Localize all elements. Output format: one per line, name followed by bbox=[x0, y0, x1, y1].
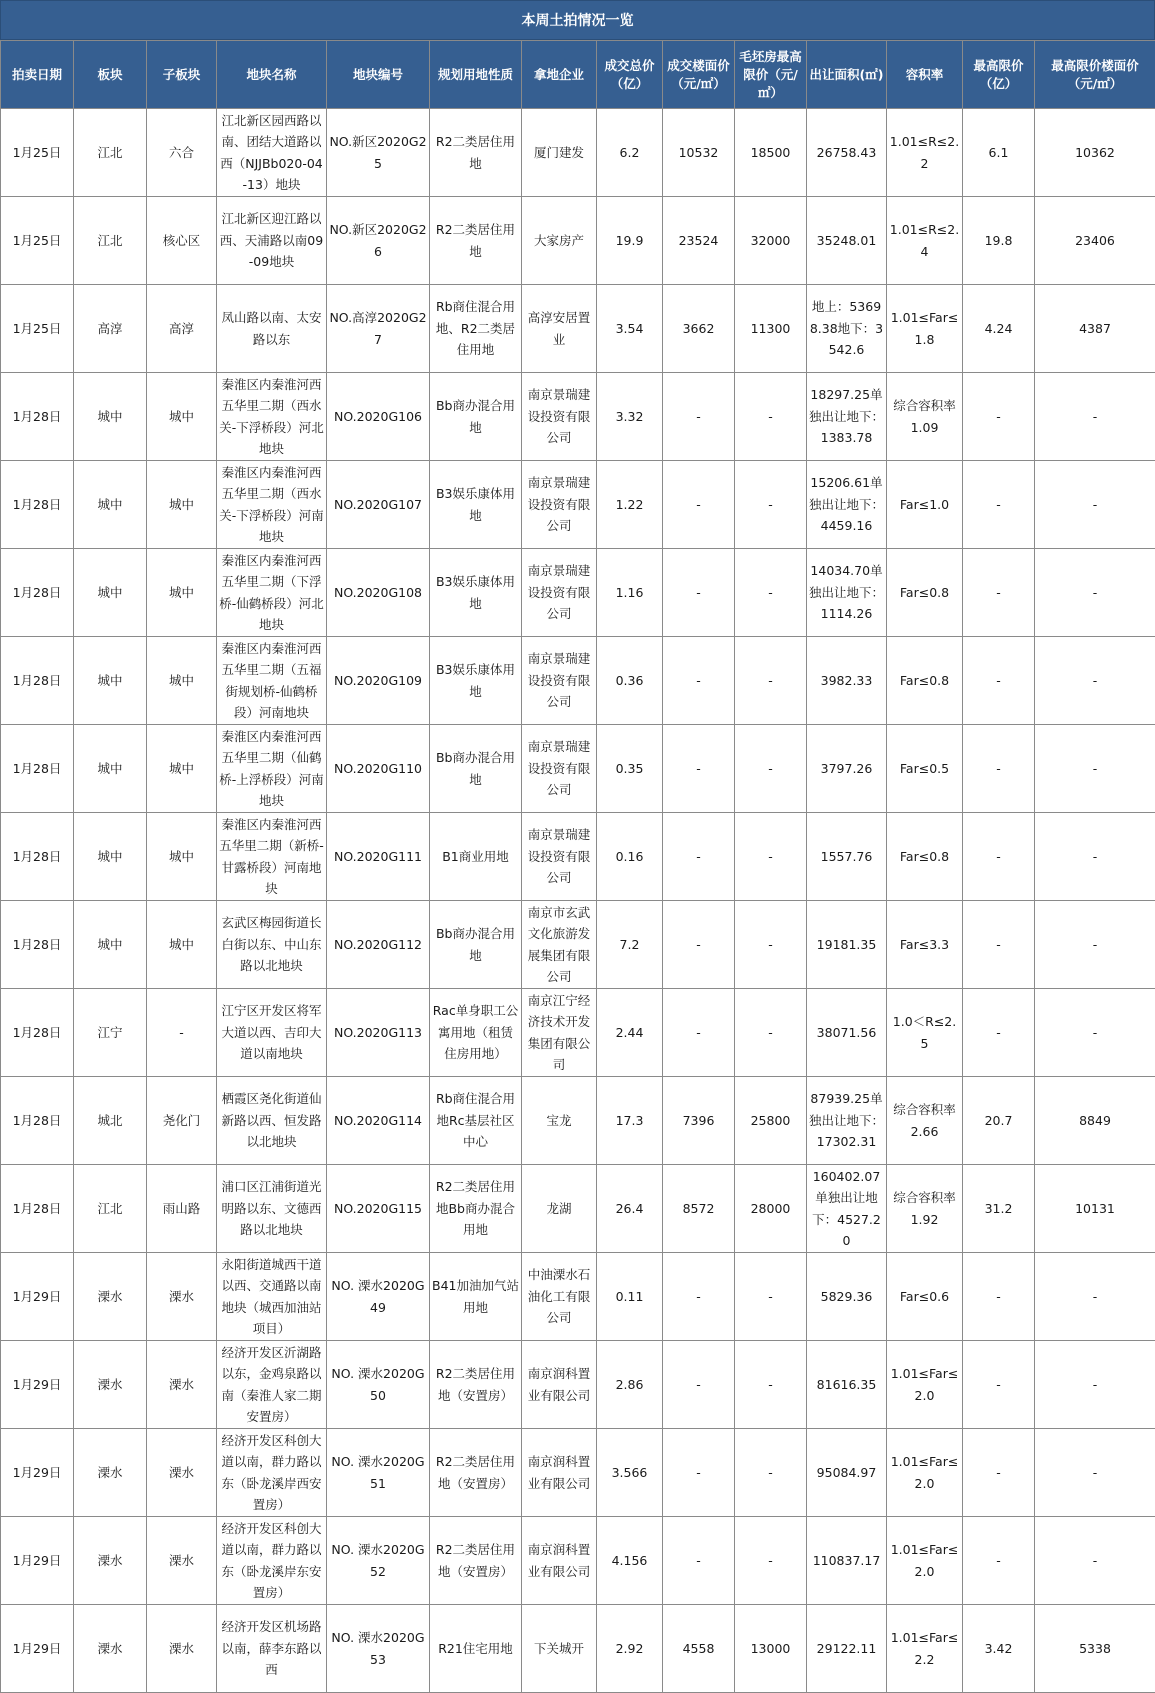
cell-auction-date: 1月25日 bbox=[1, 197, 74, 285]
cell-floor-price: 10532 bbox=[663, 109, 735, 197]
cell-auction-date: 1月28日 bbox=[1, 725, 74, 813]
cell-max-limit-floor-price: 8849 bbox=[1035, 1077, 1155, 1165]
cell-land-use: Bb商办混合用地 bbox=[430, 725, 522, 813]
cell-land-use: R21住宅用地 bbox=[430, 1605, 522, 1693]
cell-buyer: 高淳安居置业 bbox=[522, 285, 597, 373]
cell-max-limit-total: - bbox=[963, 989, 1035, 1077]
cell-buyer: 厦门建发 bbox=[522, 109, 597, 197]
cell-plot-ratio: Far≤1.0 bbox=[887, 461, 963, 549]
cell-max-price-limit: 28000 bbox=[735, 1165, 807, 1253]
cell-plot-ratio: 1.0＜R≤2.5 bbox=[887, 989, 963, 1077]
cell-max-limit-total: - bbox=[963, 373, 1035, 461]
cell-lot-number: NO. 溧水2020G51 bbox=[327, 1429, 430, 1517]
cell-area: 29122.11 bbox=[807, 1605, 887, 1693]
header-cell: 规划用地性质 bbox=[430, 41, 522, 109]
cell-max-price-limit: - bbox=[735, 813, 807, 901]
cell-buyer: 南京景瑞建设投资有限公司 bbox=[522, 373, 597, 461]
cell-land-use: B41加油加气站用地 bbox=[430, 1253, 522, 1341]
cell-max-limit-floor-price: - bbox=[1035, 1429, 1155, 1517]
cell-max-limit-total: - bbox=[963, 1253, 1035, 1341]
cell-buyer: 南京景瑞建设投资有限公司 bbox=[522, 813, 597, 901]
cell-plot-ratio: Far≤0.6 bbox=[887, 1253, 963, 1341]
cell-max-limit-total: - bbox=[963, 461, 1035, 549]
cell-sub-sector: 城中 bbox=[147, 813, 217, 901]
cell-lot-name: 秦淮区内秦淮河西五华里二期（西水关-下浮桥段）河南地块 bbox=[217, 461, 327, 549]
table-row bbox=[1, 549, 1155, 637]
cell-lot-number: NO. 溧水2020G49 bbox=[327, 1253, 430, 1341]
cell-max-limit-total: - bbox=[963, 637, 1035, 725]
table-row bbox=[1, 901, 1155, 989]
cell-sector: 城中 bbox=[74, 461, 147, 549]
cell-plot-ratio: 综合容积率1.92 bbox=[887, 1165, 963, 1253]
cell-lot-number: NO.2020G107 bbox=[327, 461, 430, 549]
cell-lot-name: 经济开发区机场路以南，薛李东路以西 bbox=[217, 1605, 327, 1693]
cell-area: 38071.56 bbox=[807, 989, 887, 1077]
cell-floor-price: - bbox=[663, 813, 735, 901]
table-row bbox=[1, 1517, 1155, 1605]
cell-area: 95084.97 bbox=[807, 1429, 887, 1517]
cell-total-price: 7.2 bbox=[597, 901, 663, 989]
cell-sub-sector: 核心区 bbox=[147, 197, 217, 285]
cell-total-price: 2.92 bbox=[597, 1605, 663, 1693]
cell-buyer: 南京景瑞建设投资有限公司 bbox=[522, 461, 597, 549]
cell-buyer: 南京润科置业有限公司 bbox=[522, 1341, 597, 1429]
cell-max-limit-total: - bbox=[963, 901, 1035, 989]
cell-max-limit-floor-price: - bbox=[1035, 725, 1155, 813]
header-cell: 容积率 bbox=[887, 41, 963, 109]
table-row bbox=[1, 725, 1155, 813]
cell-max-price-limit: 18500 bbox=[735, 109, 807, 197]
cell-total-price: 1.16 bbox=[597, 549, 663, 637]
cell-lot-name: 经济开发区科创大道以南，群力路以东（卧龙溪岸东安置房） bbox=[217, 1517, 327, 1605]
cell-max-price-limit: - bbox=[735, 373, 807, 461]
cell-sub-sector: 城中 bbox=[147, 549, 217, 637]
cell-auction-date: 1月25日 bbox=[1, 109, 74, 197]
cell-sub-sector: 城中 bbox=[147, 725, 217, 813]
cell-sub-sector: 城中 bbox=[147, 461, 217, 549]
cell-max-limit-total: - bbox=[963, 1429, 1035, 1517]
cell-max-limit-floor-price: 23406 bbox=[1035, 197, 1155, 285]
cell-area: 87939.25单独出让地下：17302.31 bbox=[807, 1077, 887, 1165]
table-row bbox=[1, 1429, 1155, 1517]
cell-max-price-limit: - bbox=[735, 989, 807, 1077]
cell-floor-price: - bbox=[663, 373, 735, 461]
cell-max-limit-total: 20.7 bbox=[963, 1077, 1035, 1165]
cell-lot-number: NO. 溧水2020G52 bbox=[327, 1517, 430, 1605]
table-row bbox=[1, 373, 1155, 461]
cell-floor-price: 23524 bbox=[663, 197, 735, 285]
header-cell: 板块 bbox=[74, 41, 147, 109]
cell-auction-date: 1月29日 bbox=[1, 1605, 74, 1693]
cell-land-use: Rb商住混合用地Rc基层社区中心 bbox=[430, 1077, 522, 1165]
cell-lot-name: 浦口区江浦街道光明路以东、文德西路以北地块 bbox=[217, 1165, 327, 1253]
cell-max-limit-total: - bbox=[963, 813, 1035, 901]
cell-plot-ratio: 1.01≤Far≤2.0 bbox=[887, 1429, 963, 1517]
cell-sector: 城中 bbox=[74, 725, 147, 813]
table-row bbox=[1, 197, 1155, 285]
cell-area: 81616.35 bbox=[807, 1341, 887, 1429]
cell-floor-price: - bbox=[663, 461, 735, 549]
cell-lot-number: NO.2020G109 bbox=[327, 637, 430, 725]
cell-sector: 高淳 bbox=[74, 285, 147, 373]
cell-total-price: 3.566 bbox=[597, 1429, 663, 1517]
cell-lot-number: NO.2020G110 bbox=[327, 725, 430, 813]
cell-lot-name: 江宁区开发区将军大道以西、吉印大道以南地块 bbox=[217, 989, 327, 1077]
cell-land-use: R2二类居住用地 bbox=[430, 109, 522, 197]
cell-plot-ratio: 1.01≤R≤2.4 bbox=[887, 197, 963, 285]
cell-total-price: 17.3 bbox=[597, 1077, 663, 1165]
cell-plot-ratio: Far≤0.8 bbox=[887, 813, 963, 901]
cell-area: 18297.25单独出让地下：1383.78 bbox=[807, 373, 887, 461]
cell-total-price: 19.9 bbox=[597, 197, 663, 285]
cell-sector: 溧水 bbox=[74, 1429, 147, 1517]
cell-sub-sector: 尧化门 bbox=[147, 1077, 217, 1165]
cell-lot-name: 经济开发区沂湖路以东，金鸡泉路以南（秦淮人家二期安置房） bbox=[217, 1341, 327, 1429]
cell-sub-sector: 溧水 bbox=[147, 1429, 217, 1517]
cell-sector: 城中 bbox=[74, 813, 147, 901]
cell-plot-ratio: Far≤3.3 bbox=[887, 901, 963, 989]
table-row bbox=[1, 1341, 1155, 1429]
cell-plot-ratio: 1.01≤Far≤2.0 bbox=[887, 1341, 963, 1429]
header-cell: 地块名称 bbox=[217, 41, 327, 109]
cell-land-use: B1商业用地 bbox=[430, 813, 522, 901]
cell-auction-date: 1月29日 bbox=[1, 1517, 74, 1605]
cell-land-use: R2二类居住用地（安置房） bbox=[430, 1517, 522, 1605]
cell-lot-name: 凤山路以南、太安路以东 bbox=[217, 285, 327, 373]
cell-max-price-limit: - bbox=[735, 637, 807, 725]
cell-floor-price: - bbox=[663, 549, 735, 637]
cell-max-price-limit: 32000 bbox=[735, 197, 807, 285]
cell-buyer: 中油溧水石油化工有限公司 bbox=[522, 1253, 597, 1341]
cell-total-price: 0.11 bbox=[597, 1253, 663, 1341]
cell-total-price: 6.2 bbox=[597, 109, 663, 197]
header-cell: 毛坯房最高限价（元/㎡） bbox=[735, 41, 807, 109]
cell-buyer: 南京江宁经济技术开发集团有限公司 bbox=[522, 989, 597, 1077]
cell-max-limit-floor-price: - bbox=[1035, 1341, 1155, 1429]
cell-floor-price: 4558 bbox=[663, 1605, 735, 1693]
cell-auction-date: 1月29日 bbox=[1, 1429, 74, 1517]
cell-auction-date: 1月29日 bbox=[1, 1341, 74, 1429]
header-cell: 最高限价楼面价（元/㎡） bbox=[1035, 41, 1155, 109]
cell-auction-date: 1月28日 bbox=[1, 989, 74, 1077]
cell-buyer: 龙湖 bbox=[522, 1165, 597, 1253]
cell-auction-date: 1月28日 bbox=[1, 1077, 74, 1165]
cell-total-price: 0.35 bbox=[597, 725, 663, 813]
cell-lot-number: NO. 溧水2020G53 bbox=[327, 1605, 430, 1693]
cell-area: 35248.01 bbox=[807, 197, 887, 285]
cell-area: 15206.61单独出让地下：4459.16 bbox=[807, 461, 887, 549]
cell-max-limit-total: 31.2 bbox=[963, 1165, 1035, 1253]
cell-total-price: 4.156 bbox=[597, 1517, 663, 1605]
cell-sub-sector: 溧水 bbox=[147, 1253, 217, 1341]
cell-lot-number: NO.2020G114 bbox=[327, 1077, 430, 1165]
cell-auction-date: 1月28日 bbox=[1, 373, 74, 461]
cell-max-price-limit: - bbox=[735, 549, 807, 637]
cell-auction-date: 1月28日 bbox=[1, 549, 74, 637]
cell-max-limit-total: 6.1 bbox=[963, 109, 1035, 197]
cell-plot-ratio: 1.01≤Far≤2.0 bbox=[887, 1517, 963, 1605]
table-row bbox=[1, 813, 1155, 901]
cell-buyer: 宝龙 bbox=[522, 1077, 597, 1165]
cell-max-price-limit: 25800 bbox=[735, 1077, 807, 1165]
cell-sector: 城中 bbox=[74, 373, 147, 461]
cell-area: 3797.26 bbox=[807, 725, 887, 813]
cell-max-limit-total: - bbox=[963, 1341, 1035, 1429]
cell-area: 14034.70单独出让地下：1114.26 bbox=[807, 549, 887, 637]
cell-land-use: R2二类居住用地（安置房） bbox=[430, 1429, 522, 1517]
cell-sub-sector: 溧水 bbox=[147, 1605, 217, 1693]
cell-area: 26758.43 bbox=[807, 109, 887, 197]
cell-lot-name: 秦淮区内秦淮河西五华里二期（下浮桥-仙鹤桥段）河北地块 bbox=[217, 549, 327, 637]
cell-max-limit-floor-price: - bbox=[1035, 1517, 1155, 1605]
cell-floor-price: - bbox=[663, 637, 735, 725]
cell-buyer: 下关城开 bbox=[522, 1605, 597, 1693]
header-cell: 出让面积(㎡) bbox=[807, 41, 887, 109]
cell-area: 19181.35 bbox=[807, 901, 887, 989]
cell-lot-name: 秦淮区内秦淮河西五华里二期（仙鹤桥-上浮桥段）河南地块 bbox=[217, 725, 327, 813]
table-row bbox=[1, 1077, 1155, 1165]
cell-sub-sector: 城中 bbox=[147, 901, 217, 989]
cell-max-limit-total: 19.8 bbox=[963, 197, 1035, 285]
cell-max-price-limit: 11300 bbox=[735, 285, 807, 373]
cell-floor-price: 7396 bbox=[663, 1077, 735, 1165]
header-cell: 成交楼面价（元/㎡） bbox=[663, 41, 735, 109]
cell-area: 3982.33 bbox=[807, 637, 887, 725]
cell-sub-sector: 城中 bbox=[147, 373, 217, 461]
cell-max-price-limit: - bbox=[735, 1253, 807, 1341]
cell-buyer: 南京市玄武文化旅游发展集团有限公司 bbox=[522, 901, 597, 989]
cell-land-use: Rb商住混合用地、R2二类居住用地 bbox=[430, 285, 522, 373]
cell-auction-date: 1月28日 bbox=[1, 813, 74, 901]
cell-area: 1557.76 bbox=[807, 813, 887, 901]
header-row bbox=[1, 41, 1155, 109]
cell-sector: 溧水 bbox=[74, 1517, 147, 1605]
cell-floor-price: - bbox=[663, 1429, 735, 1517]
cell-lot-number: NO.新区2020G25 bbox=[327, 109, 430, 197]
cell-max-limit-floor-price: - bbox=[1035, 1253, 1155, 1341]
cell-sector: 溧水 bbox=[74, 1253, 147, 1341]
header-cell: 地块编号 bbox=[327, 41, 430, 109]
cell-lot-number: NO.2020G115 bbox=[327, 1165, 430, 1253]
cell-total-price: 3.32 bbox=[597, 373, 663, 461]
cell-max-limit-floor-price: - bbox=[1035, 813, 1155, 901]
cell-lot-name: 秦淮区内秦淮河西五华里二期（新桥-甘露桥段）河南地块 bbox=[217, 813, 327, 901]
cell-max-limit-floor-price: - bbox=[1035, 637, 1155, 725]
cell-total-price: 3.54 bbox=[597, 285, 663, 373]
cell-max-price-limit: - bbox=[735, 1341, 807, 1429]
cell-lot-name: 永阳街道城西干道以西、交通路以南地块（城西加油站项目） bbox=[217, 1253, 327, 1341]
cell-sub-sector: - bbox=[147, 989, 217, 1077]
cell-plot-ratio: 1.01≤Far≤1.8 bbox=[887, 285, 963, 373]
cell-land-use: Bb商办混合用地 bbox=[430, 373, 522, 461]
cell-auction-date: 1月25日 bbox=[1, 285, 74, 373]
cell-plot-ratio: Far≤0.8 bbox=[887, 637, 963, 725]
cell-land-use: B3娱乐康体用地 bbox=[430, 461, 522, 549]
cell-sector: 溧水 bbox=[74, 1605, 147, 1693]
cell-sector: 江北 bbox=[74, 1165, 147, 1253]
cell-total-price: 2.44 bbox=[597, 989, 663, 1077]
cell-land-use: B3娱乐康体用地 bbox=[430, 549, 522, 637]
table-body bbox=[1, 109, 1155, 1693]
cell-total-price: 26.4 bbox=[597, 1165, 663, 1253]
table-row bbox=[1, 989, 1155, 1077]
cell-plot-ratio: Far≤0.5 bbox=[887, 725, 963, 813]
cell-land-use: R2二类居住用地 bbox=[430, 197, 522, 285]
cell-sector: 城北 bbox=[74, 1077, 147, 1165]
cell-max-limit-floor-price: 10131 bbox=[1035, 1165, 1155, 1253]
cell-total-price: 0.16 bbox=[597, 813, 663, 901]
cell-max-limit-floor-price: 10362 bbox=[1035, 109, 1155, 197]
cell-plot-ratio: 1.01≤Far≤2.2 bbox=[887, 1605, 963, 1693]
cell-total-price: 0.36 bbox=[597, 637, 663, 725]
cell-max-price-limit: 13000 bbox=[735, 1605, 807, 1693]
cell-lot-name: 经济开发区科创大道以南，群力路以东（卧龙溪岸西安置房） bbox=[217, 1429, 327, 1517]
cell-max-limit-total: 3.42 bbox=[963, 1605, 1035, 1693]
cell-land-use: R2二类居住用地（安置房） bbox=[430, 1341, 522, 1429]
cell-sub-sector: 溧水 bbox=[147, 1341, 217, 1429]
cell-floor-price: - bbox=[663, 725, 735, 813]
cell-plot-ratio: 综合容积率2.66 bbox=[887, 1077, 963, 1165]
cell-plot-ratio: 综合容积率1.09 bbox=[887, 373, 963, 461]
table-title: 本周土拍情况一览 bbox=[0, 0, 1155, 40]
header-cell: 拍卖日期 bbox=[1, 41, 74, 109]
cell-floor-price: - bbox=[663, 1253, 735, 1341]
cell-auction-date: 1月29日 bbox=[1, 1253, 74, 1341]
cell-max-limit-total: - bbox=[963, 549, 1035, 637]
cell-buyer: 大家房产 bbox=[522, 197, 597, 285]
cell-max-price-limit: - bbox=[735, 461, 807, 549]
cell-floor-price: 3662 bbox=[663, 285, 735, 373]
cell-sub-sector: 高淳 bbox=[147, 285, 217, 373]
cell-max-limit-floor-price: 4387 bbox=[1035, 285, 1155, 373]
cell-auction-date: 1月28日 bbox=[1, 461, 74, 549]
cell-sector: 城中 bbox=[74, 637, 147, 725]
cell-lot-number: NO.高淳2020G27 bbox=[327, 285, 430, 373]
cell-lot-name: 秦淮区内秦淮河西五华里二期（五福街规划桥-仙鹤桥段）河南地块 bbox=[217, 637, 327, 725]
table-row bbox=[1, 109, 1155, 197]
cell-sector: 江北 bbox=[74, 109, 147, 197]
cell-floor-price: - bbox=[663, 989, 735, 1077]
cell-sub-sector: 城中 bbox=[147, 637, 217, 725]
cell-buyer: 南京景瑞建设投资有限公司 bbox=[522, 637, 597, 725]
cell-max-limit-floor-price: - bbox=[1035, 989, 1155, 1077]
cell-sector: 溧水 bbox=[74, 1341, 147, 1429]
cell-land-use: B3娱乐康体用地 bbox=[430, 637, 522, 725]
table-row bbox=[1, 461, 1155, 549]
cell-plot-ratio: Far≤0.8 bbox=[887, 549, 963, 637]
cell-lot-name: 秦淮区内秦淮河西五华里二期（西水关-下浮桥段）河北地块 bbox=[217, 373, 327, 461]
cell-lot-name: 江北新区园西路以南、团结大道路以西（NJJBb020-04-13）地块 bbox=[217, 109, 327, 197]
cell-land-use: Rac单身职工公寓用地（租赁住房用地） bbox=[430, 989, 522, 1077]
cell-floor-price: - bbox=[663, 1517, 735, 1605]
cell-max-limit-total: 4.24 bbox=[963, 285, 1035, 373]
cell-sector: 城中 bbox=[74, 901, 147, 989]
cell-max-limit-floor-price: - bbox=[1035, 461, 1155, 549]
cell-lot-number: NO. 溧水2020G50 bbox=[327, 1341, 430, 1429]
table-row bbox=[1, 637, 1155, 725]
cell-sub-sector: 六合 bbox=[147, 109, 217, 197]
header-cell: 拿地企业 bbox=[522, 41, 597, 109]
land-auction-table bbox=[0, 40, 1155, 1693]
cell-lot-number: NO.2020G111 bbox=[327, 813, 430, 901]
cell-total-price: 2.86 bbox=[597, 1341, 663, 1429]
cell-lot-number: NO.2020G106 bbox=[327, 373, 430, 461]
cell-max-limit-floor-price: - bbox=[1035, 549, 1155, 637]
header-cell: 最高限价（亿） bbox=[963, 41, 1035, 109]
cell-auction-date: 1月28日 bbox=[1, 1165, 74, 1253]
cell-lot-name: 江北新区迎江路以西、天浦路以南09-09地块 bbox=[217, 197, 327, 285]
table-row bbox=[1, 1605, 1155, 1693]
cell-buyer: 南京景瑞建设投资有限公司 bbox=[522, 549, 597, 637]
cell-max-limit-total: - bbox=[963, 1517, 1035, 1605]
cell-total-price: 1.22 bbox=[597, 461, 663, 549]
cell-max-limit-floor-price: - bbox=[1035, 901, 1155, 989]
cell-land-use: R2二类居住用地Bb商办混合用地 bbox=[430, 1165, 522, 1253]
cell-sector: 江北 bbox=[74, 197, 147, 285]
cell-lot-number: NO.新区2020G26 bbox=[327, 197, 430, 285]
cell-area: 地上：53698.38地下：3542.6 bbox=[807, 285, 887, 373]
cell-lot-number: NO.2020G113 bbox=[327, 989, 430, 1077]
table-row bbox=[1, 1253, 1155, 1341]
cell-max-limit-floor-price: 5338 bbox=[1035, 1605, 1155, 1693]
cell-max-price-limit: - bbox=[735, 725, 807, 813]
cell-max-price-limit: - bbox=[735, 901, 807, 989]
cell-floor-price: 8572 bbox=[663, 1165, 735, 1253]
cell-lot-name: 玄武区梅园街道长白街以东、中山东路以北地块 bbox=[217, 901, 327, 989]
cell-max-limit-floor-price: - bbox=[1035, 373, 1155, 461]
cell-lot-number: NO.2020G112 bbox=[327, 901, 430, 989]
cell-buyer: 南京景瑞建设投资有限公司 bbox=[522, 725, 597, 813]
cell-buyer: 南京润科置业有限公司 bbox=[522, 1517, 597, 1605]
table-row bbox=[1, 285, 1155, 373]
header-cell: 成交总价（亿） bbox=[597, 41, 663, 109]
cell-buyer: 南京润科置业有限公司 bbox=[522, 1429, 597, 1517]
cell-plot-ratio: 1.01≤R≤2.2 bbox=[887, 109, 963, 197]
cell-sub-sector: 雨山路 bbox=[147, 1165, 217, 1253]
cell-sub-sector: 溧水 bbox=[147, 1517, 217, 1605]
cell-auction-date: 1月28日 bbox=[1, 901, 74, 989]
cell-auction-date: 1月28日 bbox=[1, 637, 74, 725]
cell-sector: 江宁 bbox=[74, 989, 147, 1077]
cell-area: 5829.36 bbox=[807, 1253, 887, 1341]
cell-floor-price: - bbox=[663, 1341, 735, 1429]
cell-max-price-limit: - bbox=[735, 1517, 807, 1605]
cell-floor-price: - bbox=[663, 901, 735, 989]
cell-area: 110837.17 bbox=[807, 1517, 887, 1605]
table-row bbox=[1, 1165, 1155, 1253]
cell-max-limit-total: - bbox=[963, 725, 1035, 813]
cell-area: 160402.07单独出让地下：4527.20 bbox=[807, 1165, 887, 1253]
cell-land-use: Bb商办混合用地 bbox=[430, 901, 522, 989]
cell-max-price-limit: - bbox=[735, 1429, 807, 1517]
header-cell: 子板块 bbox=[147, 41, 217, 109]
cell-sector: 城中 bbox=[74, 549, 147, 637]
cell-lot-number: NO.2020G108 bbox=[327, 549, 430, 637]
cell-lot-name: 栖霞区尧化街道仙新路以西、恒发路以北地块 bbox=[217, 1077, 327, 1165]
